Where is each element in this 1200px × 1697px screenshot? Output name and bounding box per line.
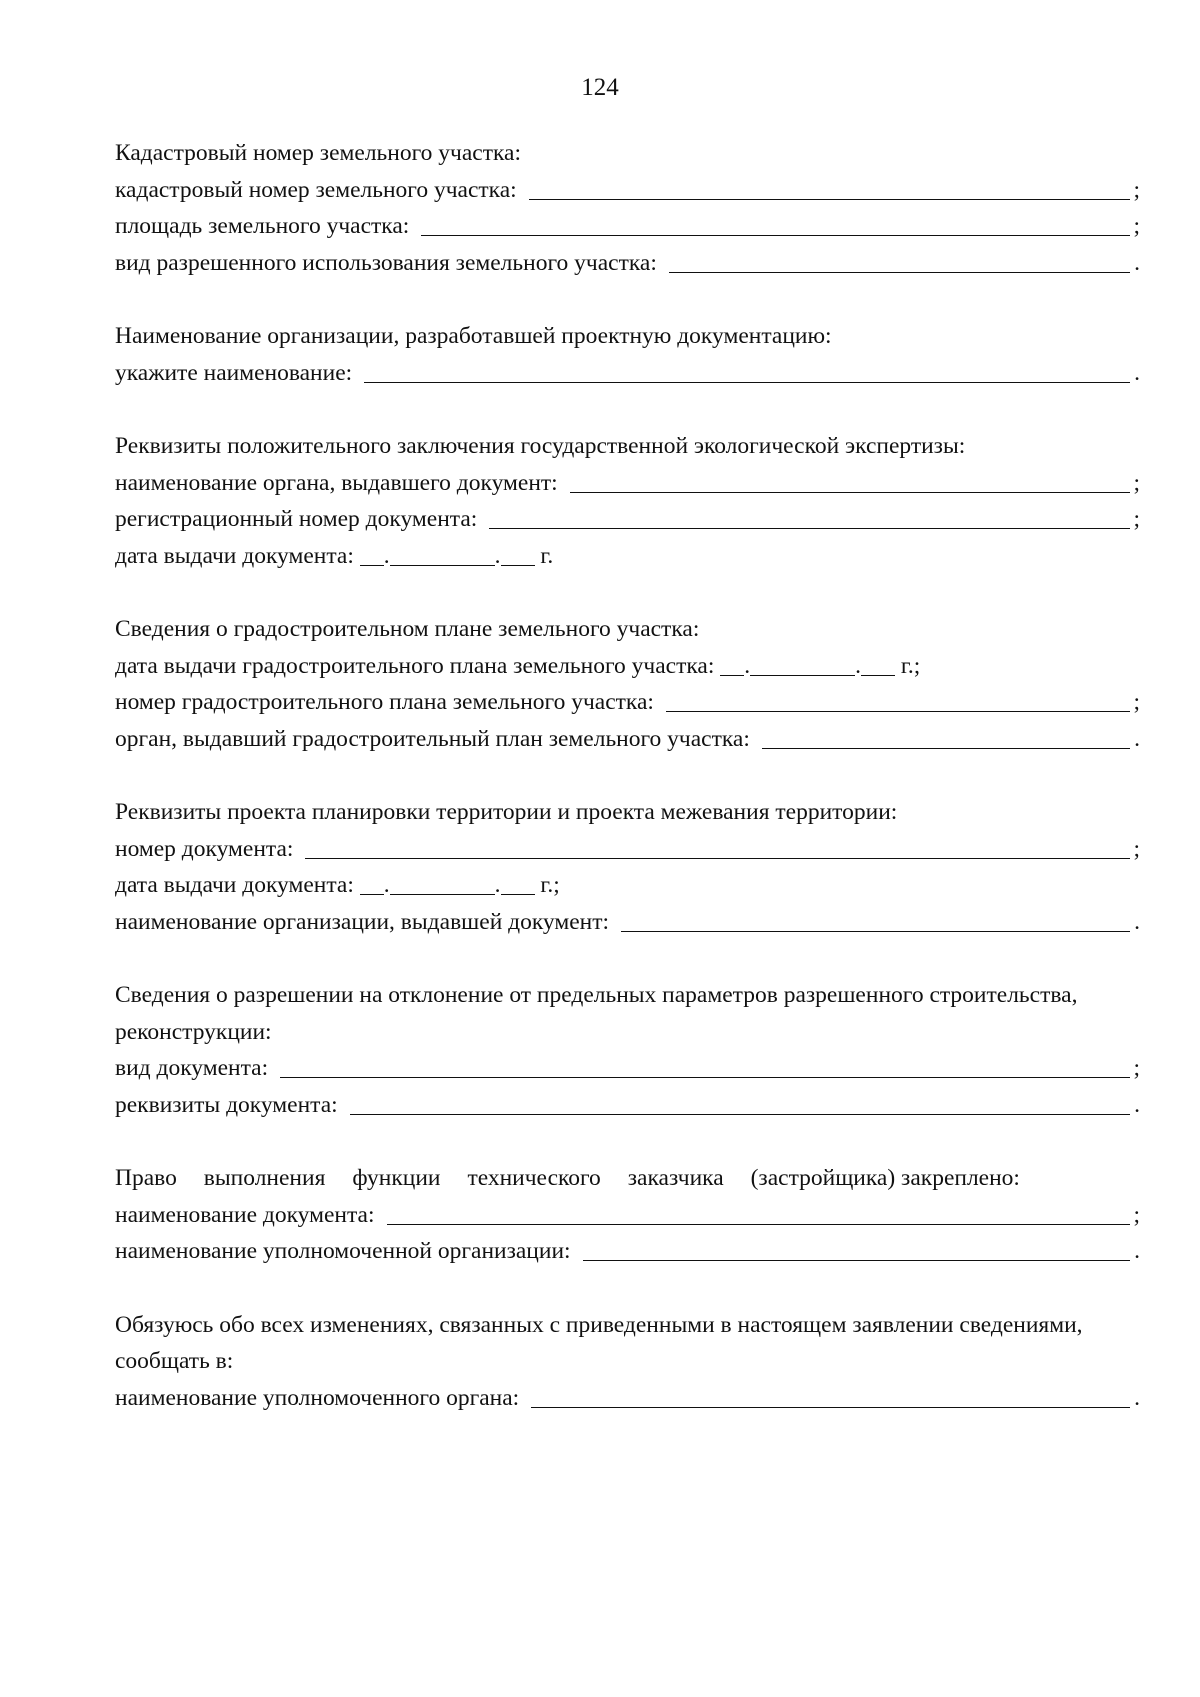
field-label: дата выдачи документа:	[115, 872, 354, 898]
cadastral-number-field[interactable]	[529, 175, 1130, 200]
field-label: наименование документа:	[115, 1201, 375, 1228]
doc-type-field[interactable]	[280, 1053, 1130, 1078]
date-separator: .	[383, 872, 390, 898]
cadastral-section	[115, 135, 1140, 281]
authorized-org-field[interactable]	[583, 1236, 1130, 1261]
heading-word: (застройщика) закреплено:	[750, 1165, 1020, 1191]
date-year-field[interactable]	[501, 872, 535, 895]
date-day-field[interactable]	[360, 872, 384, 895]
section-heading-cont: реконструкции:	[115, 1018, 272, 1045]
field-label: вид разрешенного использования земельного участка:	[115, 249, 657, 276]
issuer-field[interactable]	[570, 468, 1130, 493]
section-heading: Сведения о разрешении на отклонение от предельных параметров разрешенного строительства,	[115, 982, 1078, 1008]
field-label: дата выдачи документа:	[115, 542, 354, 569]
heading-word: функции	[352, 1165, 441, 1191]
line-end-punct: ;	[1133, 176, 1140, 203]
org-name-field[interactable]	[364, 358, 1130, 383]
urban-plan-section	[115, 611, 1140, 757]
authority-field[interactable]	[531, 1383, 1130, 1408]
section-heading: Сведения о градостроительном плане земельного участка:	[115, 616, 700, 642]
section-heading: Реквизиты положительного заключения государственной экологической экспертизы:	[115, 433, 966, 459]
page-number: 124	[581, 74, 619, 101]
date-separator: .	[383, 542, 390, 569]
year-suffix: г.;	[540, 872, 560, 898]
doc-issuer-row	[115, 904, 1140, 941]
heading-word: технического	[467, 1165, 601, 1191]
application-form	[115, 135, 1140, 1453]
doc-details-row	[115, 1087, 1140, 1124]
line-end-punct: ;	[1133, 506, 1140, 532]
issue-date-row	[115, 538, 1140, 575]
date-day-field[interactable]	[720, 653, 744, 676]
doc-details-field[interactable]	[350, 1090, 1130, 1115]
authority-row	[115, 1380, 1140, 1417]
permitted-use-row	[115, 245, 1140, 282]
deviation-permit-section	[115, 977, 1140, 1123]
section-heading-cont: сообщать в:	[115, 1348, 234, 1374]
plan-date-row	[115, 648, 1140, 685]
field-label: орган, выдавший градостроительный план земельного участка:	[115, 725, 750, 752]
section-heading	[115, 1160, 1020, 1197]
doc-name-row	[115, 1197, 1140, 1234]
date-separator: .	[855, 652, 861, 679]
section-heading: Обязуюсь обо всех изменениях, связанных с приведенными в настоящем заявлении сведениями,	[115, 1311, 1083, 1338]
date-year-field[interactable]	[861, 653, 895, 676]
technical-customer-section	[115, 1160, 1140, 1270]
area-row	[115, 208, 1140, 245]
field-label: наименование уполномоченной организации:	[115, 1238, 571, 1264]
section-heading: Реквизиты проекта планировки территории и проекта межевания территории:	[115, 799, 898, 825]
field-label: номер градостроительного плана земельного участка:	[115, 689, 654, 715]
doc-number-field[interactable]	[305, 834, 1130, 859]
plan-issuer-field[interactable]	[762, 724, 1130, 749]
date-year-field[interactable]	[501, 543, 535, 566]
line-end-punct: ;	[1133, 469, 1140, 496]
line-end-punct: ;	[1133, 1201, 1140, 1228]
year-suffix: г.	[540, 542, 554, 569]
org-name-row	[115, 355, 1140, 392]
section-heading: Кадастровый номер земельного участка:	[115, 140, 521, 166]
permitted-use-field[interactable]	[669, 248, 1130, 273]
heading-word: Право	[115, 1165, 177, 1191]
year-suffix: г.;	[900, 652, 921, 679]
line-end-punct: ;	[1133, 213, 1140, 239]
line-end-punct: .	[1134, 1384, 1140, 1411]
doc-date-row	[115, 867, 1140, 904]
heading-word: заказчика	[627, 1165, 724, 1191]
line-end-punct: .	[1134, 725, 1140, 752]
field-label: наименование органа, выдавшего документ:	[115, 469, 558, 496]
line-end-punct: ;	[1133, 689, 1140, 715]
reg-number-field[interactable]	[489, 504, 1130, 529]
doc-type-row	[115, 1050, 1140, 1087]
date-month-field[interactable]	[750, 653, 855, 676]
line-end-punct: .	[1134, 1091, 1140, 1118]
notification-section	[115, 1307, 1140, 1417]
field-label: реквизиты документа:	[115, 1091, 338, 1118]
date-month-field[interactable]	[390, 872, 495, 895]
doc-number-row	[115, 831, 1140, 868]
field-label: площадь земельного участка:	[115, 213, 410, 239]
field-label: регистрационный номер документа:	[115, 506, 478, 532]
field-label: наименование организации, выдавшей документ:	[115, 908, 610, 935]
date-day-field[interactable]	[360, 543, 384, 566]
issuer-row	[115, 465, 1140, 502]
field-label: наименование уполномоченного органа:	[115, 1384, 520, 1411]
line-end-punct: .	[1134, 359, 1140, 386]
authorized-org-row	[115, 1233, 1140, 1270]
heading-word: выполнения	[203, 1165, 326, 1191]
date-month-field[interactable]	[390, 543, 495, 566]
section-heading: Наименование организации, разработавшей проектную документацию:	[115, 323, 832, 349]
design-org-section	[115, 318, 1140, 391]
line-end-punct: .	[1134, 1238, 1140, 1264]
line-end-punct: ;	[1133, 835, 1140, 862]
line-end-punct: ;	[1133, 1055, 1140, 1081]
eco-expertise-section	[115, 428, 1140, 574]
date-separator: .	[494, 872, 501, 898]
territory-planning-section	[115, 794, 1140, 940]
doc-issuer-field[interactable]	[621, 907, 1130, 932]
reg-number-row	[115, 501, 1140, 538]
date-separator: .	[744, 652, 751, 679]
plan-number-field[interactable]	[666, 687, 1130, 712]
date-separator: .	[494, 542, 501, 569]
doc-name-field[interactable]	[387, 1200, 1130, 1225]
line-end-punct: .	[1134, 908, 1140, 935]
field-label: вид документа:	[115, 1055, 269, 1081]
area-field[interactable]	[421, 211, 1130, 236]
plan-number-row	[115, 684, 1140, 721]
cadastral-number-row	[115, 172, 1140, 209]
plan-issuer-row	[115, 721, 1140, 758]
line-end-punct: .	[1134, 249, 1140, 276]
field-label: кадастровый номер земельного участка:	[115, 176, 517, 203]
field-label: дата выдачи градостроительного плана земельного участка:	[115, 652, 715, 679]
field-label: укажите наименование:	[115, 359, 353, 386]
field-label: номер документа:	[115, 835, 294, 862]
